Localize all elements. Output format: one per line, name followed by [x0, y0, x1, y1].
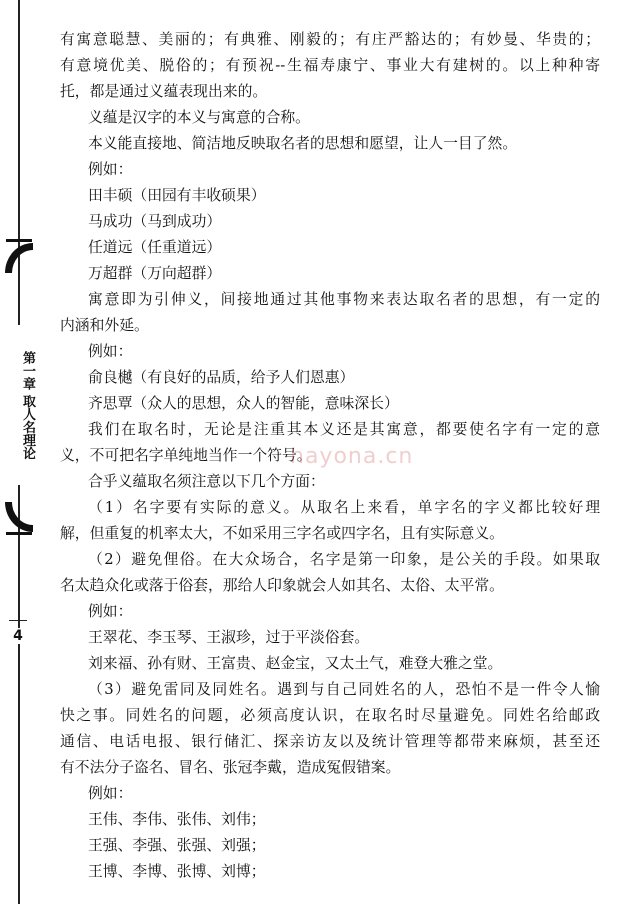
text-line: 有寓意聪慧、美丽的；有典雅、刚毅的；有庄严豁达的；有妙曼、华贵的；: [60, 31, 600, 48]
text-line: 刘来福、孙有财、王富贵、赵金宝，又太土气，难登大雅之堂。: [88, 655, 503, 672]
text-line: 有不法分子盗名、冒名、张冠李戴，造成冤假错案。: [60, 759, 401, 776]
page-number-rule: [9, 620, 27, 621]
margin-bracket-top: [5, 243, 33, 273]
text-line: 名太趋众化或落于俗套，那给人印象就会人如其名、太俗、太平常。: [60, 577, 504, 594]
text-line: 义，不可把名字单纯地当作一个符号。: [60, 447, 312, 464]
margin-bracket-bottom: [5, 502, 33, 532]
text-line: 内涵和外延。: [60, 317, 149, 334]
text-line: 任道远（任重道远）: [88, 239, 222, 256]
text-line: （3）避免雷同及同姓名。遇到与自己同姓名的人，恐怕不是一件令人愉: [88, 681, 600, 698]
chapter-label: 第一章 取人名理论: [0, 325, 36, 485]
text-line: （1）名字要有实际的意义。从取名上来看，单字名的字义都比较好理: [88, 499, 600, 516]
margin-tick-bottom: [6, 532, 32, 535]
text-line: 托，都是通过义蕴表现出来的。: [60, 83, 268, 100]
text-line: 王博、李博、张博、刘博；: [88, 863, 266, 880]
text-line: 通信、电话电报、银行储汇、探亲访友以及统计管理等都带来麻烦，甚至还: [60, 733, 600, 750]
text-line: 例如：: [88, 603, 133, 620]
page-number: 4: [4, 628, 32, 644]
text-line: 合乎义蕴取名须注意以下几个方面：: [88, 473, 325, 490]
text-line: 王强、李强、张强、刘强；: [88, 837, 266, 854]
text-line: 我们在取名时，无论是注重其本义还是其寓意，都要使名字有一定的意: [88, 421, 600, 438]
text-line: 解，但重复的机率太大，不如采用三字名或四字名，且有实际意义。: [60, 525, 504, 542]
watermark: nayona.cn: [290, 444, 414, 469]
text-line: 万超群（万向超群）: [88, 265, 222, 282]
text-line: 俞良樾（有良好的品质，给予人们恩惠）: [88, 369, 355, 386]
text-line: 例如：: [88, 343, 133, 360]
text-line: 本义能直接地、简洁地反映取名者的思想和愿望，让人一目了然。: [88, 135, 518, 152]
text-line: 有意境优美、脱俗的；有预祝--生福寿康宁、事业大有建树的。以上种种寄: [60, 57, 600, 74]
text-line: 马成功（马到成功）: [88, 213, 222, 230]
text-line: （2）避免俚俗。在大众场合，名字是第一印象，是公关的手段。如果取: [88, 551, 600, 568]
text-line: 齐思覃（众人的思想，众人的智能，意味深长）: [88, 395, 399, 412]
text-line: 义蕴是汉字的本义与寓意的合称。: [88, 109, 310, 126]
text-line: 王翠花、李玉琴、王淑珍，过于平淡俗套。: [88, 629, 370, 646]
text-line: 田丰硕（田园有丰收硕果）: [88, 187, 266, 204]
text-line: 例如：: [88, 161, 133, 178]
text-line: 寓意即为引伸义，间接地通过其他事物来表达取名者的思想，有一定的: [88, 291, 600, 308]
margin-tick-top: [6, 239, 32, 242]
text-line: 例如：: [88, 785, 133, 802]
text-line: 快之事。同姓名的问题，必须高度认识，在取名时尽量避免。同姓名给邮政: [60, 707, 600, 724]
text-line: 王伟、李伟、张伟、刘伟；: [88, 811, 266, 828]
